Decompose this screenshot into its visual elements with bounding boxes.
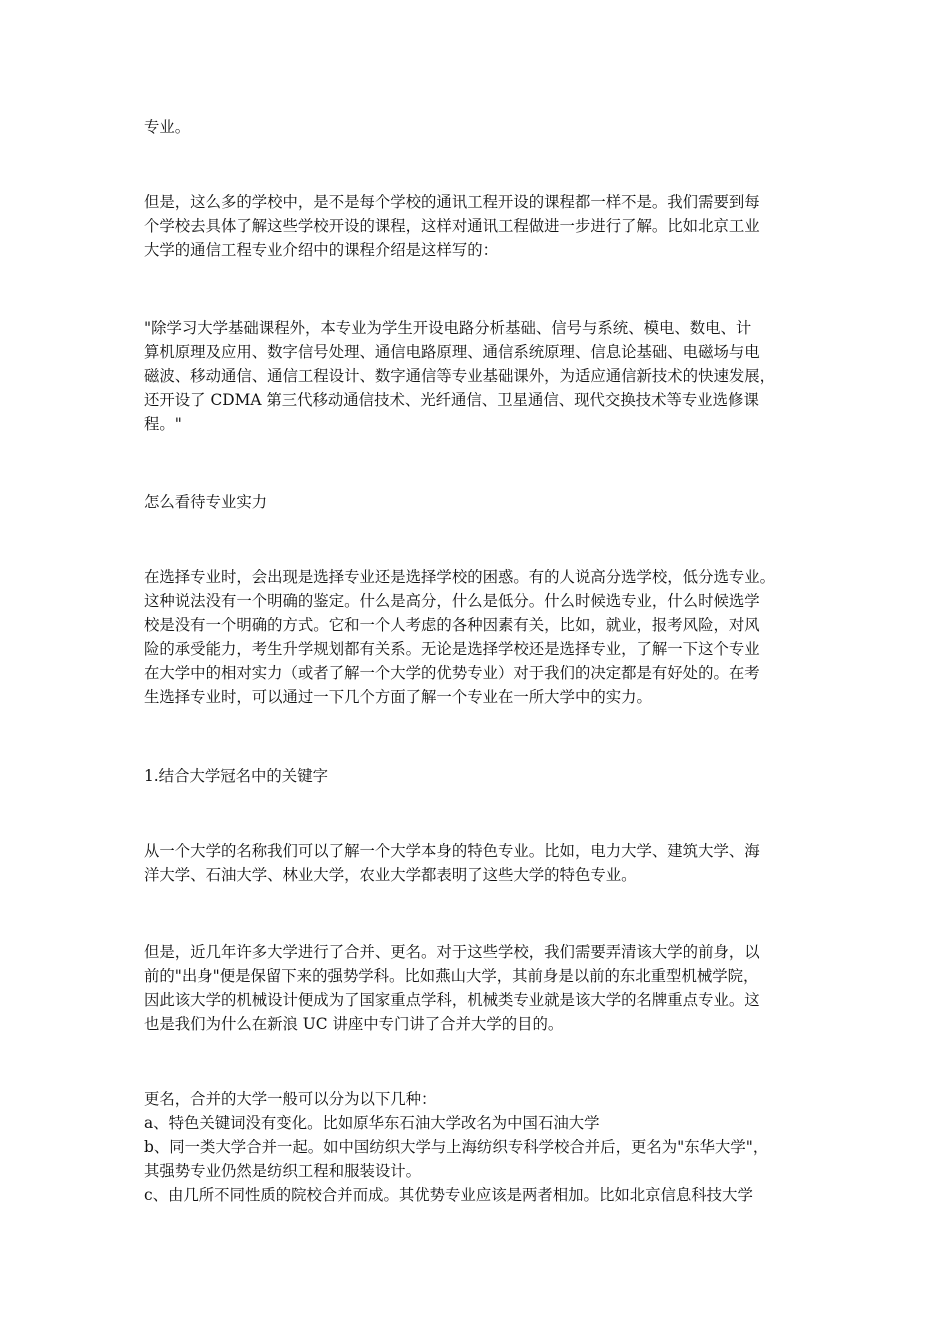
- text-line: 因此该大学的机械设计便成为了国家重点学科，机械类专业就是该大学的名牌重点专业。这: [144, 991, 760, 1009]
- text-line: 从一个大学的名称我们可以了解一个大学本身的特色专业。比如，电力大学、建筑大学、海: [144, 842, 760, 860]
- section-heading: 1.结合大学冠名中的关键字: [144, 767, 328, 785]
- text-line: 个学校去具体了解这些学校开设的课程，这样对通讯工程做进一步进行了解。比如北京工业: [144, 217, 760, 235]
- text-line: 大学的通信工程专业介绍中的课程介绍是这样写的：: [144, 241, 498, 259]
- text-line: 还开设了 CDMA 第三代移动通信技术、光纤通信、卫星通信、现代交换技术等专业选修课: [144, 391, 759, 409]
- text-line: 但是，这么多的学校中，是不是每个学校的通讯工程开设的课程都一样不是。我们需要到每: [144, 193, 760, 211]
- list-item: b、同一类大学合并一起。如中国纺织大学与上海纺织专科学校合并后，更名为"东华大学"，: [144, 1138, 769, 1156]
- text-line: 但是，近几年许多大学进行了合并、更名。对于这些学校，我们需要弄清该大学的前身，以: [144, 943, 760, 961]
- text-line: 险的承受能力，考生升学规划都有关系。无论是选择学校还是选择专业，了解一下这个专业: [144, 640, 760, 658]
- text-line: 程。": [144, 415, 182, 433]
- text-line: 算机原理及应用、数字信号处理、通信电路原理、通信系统原理、信息论基础、电磁场与电: [144, 343, 760, 361]
- text-line: 也是我们为什么在新浪 UC 讲座中专门讲了合并大学的目的。: [144, 1015, 564, 1033]
- list-item: c、由几所不同性质的院校合并而成。其优势专业应该是两者相加。比如北京信息科技大学: [144, 1186, 753, 1204]
- text-line: 这种说法没有一个明确的鉴定。什么是高分，什么是低分。什么时候选专业，什么时候选学: [144, 592, 760, 610]
- text-line: "除学习大学基础课程外，本专业为学生开设电路分析基础、信号与系统、模电、数电、计: [144, 319, 752, 337]
- text-line: 更名，合并的大学一般可以分为以下几种：: [144, 1090, 437, 1108]
- text-line: 其强势专业仍然是纺织工程和服装设计。: [144, 1162, 422, 1180]
- text-line: 专业。: [144, 118, 191, 136]
- text-line: 生选择专业时，可以通过一下几个方面了解一个专业在一所大学中的实力。: [144, 688, 652, 706]
- text-line: 校是没有一个明确的方式。它和一个人考虑的各种因素有关，比如，就业，报考风险，对风: [144, 616, 760, 634]
- section-heading: 怎么看待专业实力: [144, 493, 268, 511]
- text-line: 在选择专业时，会出现是选择专业还是选择学校的困惑。有的人说高分选学校，低分选专业。: [144, 568, 776, 586]
- text-line: 磁波、移动通信、通信工程设计、数字通信等专业基础课外，为适应通信新技术的快速发展，: [144, 367, 776, 385]
- list-item: a、特色关键词没有变化。比如原华东石油大学改名为中国石油大学: [144, 1114, 600, 1132]
- text-line: 洋大学、石油大学、林业大学，农业大学都表明了这些大学的特色专业。: [144, 866, 637, 884]
- text-line: 在大学中的相对实力（或者了解一个大学的优势专业）对于我们的决定都是有好处的。在考: [144, 664, 760, 682]
- text-line: 前的"出身"便是保留下来的强势学科。比如燕山大学，其前身是以前的东北重型机械学院，: [144, 967, 759, 985]
